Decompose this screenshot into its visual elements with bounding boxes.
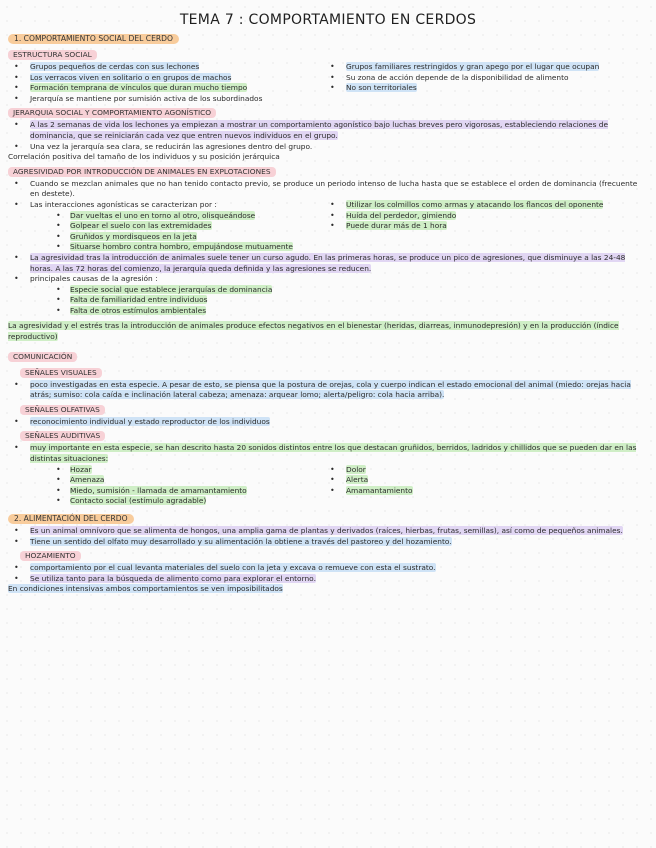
list-item: • Falta de otros estímulos ambientales (8, 306, 648, 317)
list-item: • Utilizar los colmillos como armas y atacando los flancos del oponente (324, 200, 648, 211)
subheading-jerarquia-social: JERARQUIA SOCIAL Y COMPORTAMIENTO AGONÍSTICO (8, 108, 216, 118)
subheading-senales-visuales: SEÑALES VISUALES (20, 368, 102, 378)
section-heading-comportamiento-social: 1. COMPORTAMIENTO SOCIAL DEL CERDO (8, 34, 179, 44)
interacciones-right (324, 200, 648, 253)
list-item: • Hozar (8, 465, 324, 476)
subheading-agresividad: AGRESIVIDAD POR INTRODUCCIÓN DE ANIMALES EN EXPLOTACIONES (8, 167, 276, 177)
subheading-hozamiento: HOZAMIENTO (20, 551, 81, 561)
list-item: • No son territoriales (324, 83, 648, 94)
list-item: • Grupos familiares restringidos y gran apego por el lugar que ocupan (324, 62, 648, 73)
estructura-list-left (8, 62, 324, 104)
list-item: • Alerta (324, 475, 648, 486)
list-item: • Miedo, sumisión - llamada de amamantamiento (8, 486, 324, 497)
agresividad-summary: La agresividad y el estrés tras la introducción de animales produce efectos negativos en el bienestar (heridas, diarreas, inmunodepresión) y en la producción (índice reproductivo) (8, 321, 619, 342)
list-item: • principales causas de la agresión : (8, 274, 648, 285)
list-item: • Dolor (324, 465, 648, 476)
list-item: • Se utiliza tanto para la búsqueda de alimento como para explorar el entorno. (8, 574, 648, 585)
agresividad-list (8, 179, 648, 200)
list-item: • Situarse hombro contra hombro, empujándose mutuamente (8, 242, 324, 253)
page-title: TEMA 7 : COMPORTAMIENTO EN CERDOS (179, 12, 477, 28)
list-item: • Es un animal omnívoro que se alimenta de hongos, una amplia gama de plantas y derivados (raíces, hierbas, frutas, semillas), así como de pequeños animales. (8, 526, 648, 537)
list-item: • Los verracos viven en solitario o en grupos de machos (8, 73, 324, 84)
subheading-comunicacion: COMUNICACIÓN (8, 352, 77, 362)
list-item: • Especie social que establece jerarquías de dominancia (8, 285, 648, 296)
list-item: • Tiene un sentido del olfato muy desarrollado y su alimentación la obtiene a través del pastoreo y del hozamiento. (8, 537, 648, 548)
list-item: • Cuando se mezclan animales que no han tenido contacto previo, se produce un periodo intenso de lucha hasta que se establece el orden de dominancia (frecuente en destete). (8, 179, 648, 200)
estructura-columns (8, 62, 648, 104)
agresividad-list-2 (8, 253, 648, 317)
list-item: • Una vez la jerarquía sea clara, se reducirán las agresiones dentro del grupo. (8, 142, 648, 153)
auditivas-columns (8, 465, 648, 507)
alimentacion-list (8, 526, 648, 547)
list-item: • muy importante en esta especie, se han descrito hasta 20 sonidos distintos entre los que destacan gruñidos, berridos, ladridos y chillidos que se pueden dar en las distintas situaciones: (8, 443, 648, 464)
auditivas-right (324, 465, 648, 507)
list-item: • reconocimiento individual y estado reproductor de los individuos (8, 417, 648, 428)
list-item: • Amamantamiento (324, 486, 648, 497)
subheading-estructura-social: ESTRUCTURA SOCIAL (8, 50, 97, 60)
list-item: • Formación temprana de vínculos que duran mucho tiempo (8, 83, 324, 94)
auditivas-left (8, 465, 324, 507)
list-item: • Grupos pequeños de cerdas con sus lechones (8, 62, 324, 73)
subheading-senales-auditivas: SEÑALES AUDITIVAS (20, 431, 105, 441)
list-item: • Puede durar más de 1 hora (324, 221, 648, 232)
hozamiento-note: En condiciones intensivas ambos comportamientos se ven imposibilitados (8, 584, 283, 594)
list-item: • Las interacciones agonísticas se caracterizan por : (8, 200, 324, 211)
list-item: • poco investigadas en esta especie. A pesar de esto, se piensa que la postura de orejas, cola y cuerpo indican el estado emocional del animal (miedo: orejas hacia atrás; sumiso: cola caída e inclinación lateral cabeza; amenaza: arquear lomo; alerta/peligro: cola hacia arriba). (8, 380, 648, 401)
list-item: • Contacto social (estímulo agradable) (8, 496, 324, 507)
list-item: • Jerarquía se mantiene por sumisión activa de los subordinados (8, 94, 324, 105)
section-heading-alimentacion: 2. ALIMENTACIÓN DEL CERDO (8, 514, 134, 524)
list-item: • La agresividad tras la introducción de animales suele tener un curso agudo. En las primeras horas, se produce un pico de agresiones, que disminuye a las 24-48 horas. A las 72 horas del comienzo, la jerarquía queda definida y las agresiones se reducen. (8, 253, 648, 274)
list-item: • Su zona de acción depende de la disponibilidad de alimento (324, 73, 648, 84)
list-item: • Amenaza (8, 475, 324, 486)
subheading-senales-olfativas: SEÑALES OLFATIVAS (20, 405, 105, 415)
jerarquia-list (8, 120, 648, 152)
list-item: • Dar vueltas el uno en torno al otro, olisqueándose (8, 211, 324, 222)
notes-content (8, 12, 648, 595)
list-item: • comportamiento por el cual levanta materiales del suelo con la jeta y excava o remueve con esta el sustrato. (8, 563, 648, 574)
list-item: • Golpear el suelo con las extremidades (8, 221, 324, 232)
list-item: • A las 2 semanas de vida los lechones ya empiezan a mostrar un comportamiento agonístico bajo luchas breves pero vigorosas, estableciendo relaciones de dominancia, que se reiniciarán cada vez que entren nuevos individuos en el grupo. (8, 120, 648, 141)
estructura-list-right (324, 62, 648, 104)
list-item: • Falta de familiaridad entre individuos (8, 295, 648, 306)
list-item: • Huída del perdedor, gimiendo (324, 211, 648, 222)
hozamiento-list (8, 563, 648, 584)
interacciones-left (8, 200, 324, 253)
interacciones-columns (8, 200, 648, 253)
jerarquia-note: Correlación positiva del tamaño de los individuos y su posición jerárquica (8, 152, 280, 162)
list-item: • Gruñidos y mordisqueos en la jeta (8, 232, 324, 243)
